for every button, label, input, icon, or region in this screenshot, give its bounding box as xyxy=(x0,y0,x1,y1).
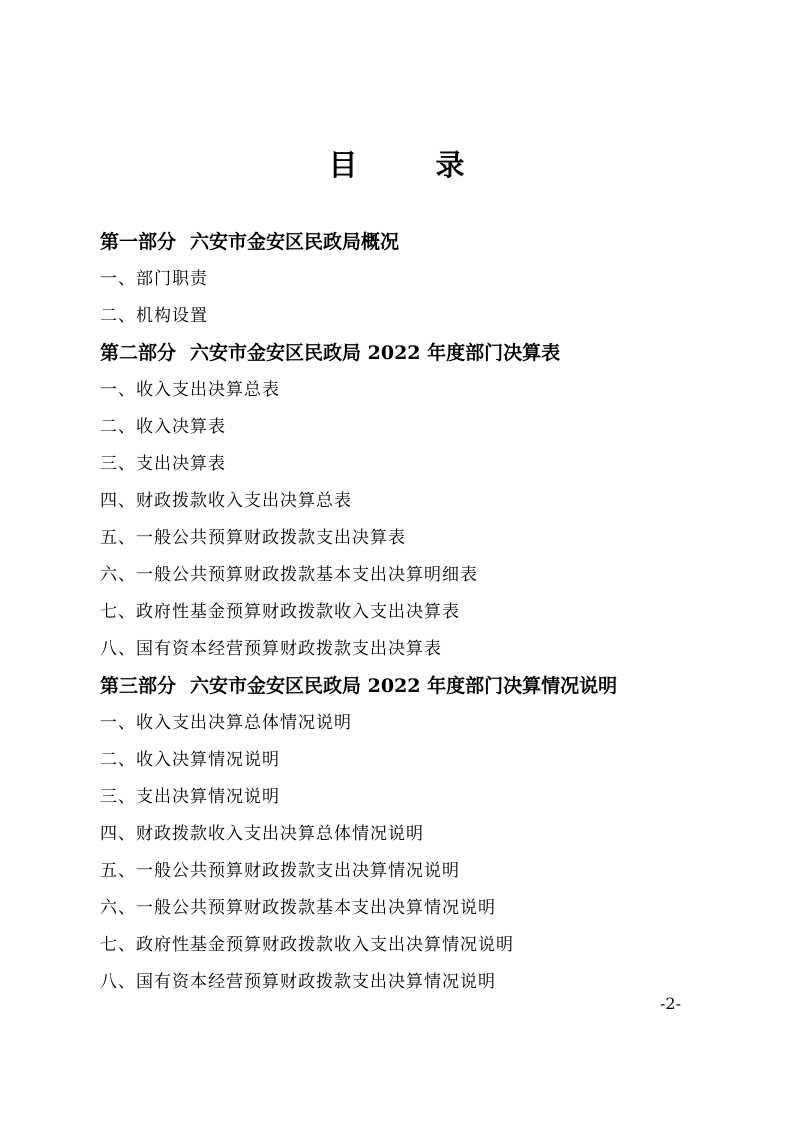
toc-item: 一、部门职责 xyxy=(100,269,208,289)
section-part-label: 第三部分 xyxy=(100,675,177,697)
toc-section-heading xyxy=(100,224,720,261)
section-part-label: 第二部分 xyxy=(100,342,177,364)
toc-item: 二、机构设置 xyxy=(100,306,208,326)
toc-item: 七、政府性基金预算财政拨款收入支出决算表 xyxy=(100,602,460,622)
toc-section-heading xyxy=(100,668,720,705)
toc-item: 二、收入决算表 xyxy=(100,417,226,437)
toc-item: 四、财政拨款收入支出决算总表 xyxy=(100,491,352,511)
section-title: 六安市金安区民政局 2022 年度部门决算情况说明 xyxy=(190,675,618,697)
toc-item: 一、收入支出决算总表 xyxy=(100,380,280,400)
toc-item: 六、一般公共预算财政拨款基本支出决算明细表 xyxy=(100,565,478,585)
toc-item: 五、一般公共预算财政拨款支出决算表 xyxy=(100,528,406,548)
toc-item: 二、收入决算情况说明 xyxy=(100,750,280,770)
page-title: 目 录 xyxy=(328,148,499,182)
toc-item: 三、支出决算表 xyxy=(100,454,226,474)
toc-item: 八、国有资本经营预算财政拨款支出决算表 xyxy=(100,639,442,659)
page-number: -2- xyxy=(660,994,681,1013)
toc-item: 七、政府性基金预算财政拨款收入支出决算情况说明 xyxy=(100,935,514,955)
toc-item: 一、收入支出决算总体情况说明 xyxy=(100,713,352,733)
toc-item: 三、支出决算情况说明 xyxy=(100,787,280,807)
toc-item: 六、一般公共预算财政拨款基本支出决算情况说明 xyxy=(100,898,496,918)
toc-section-heading xyxy=(100,335,720,372)
toc-item: 八、国有资本经营预算财政拨款支出决算情况说明 xyxy=(100,972,496,992)
section-title: 六安市金安区民政局 2022 年度部门决算表 xyxy=(190,342,561,364)
section-part-label: 第一部分 xyxy=(100,231,177,253)
toc-item: 四、财政拨款收入支出决算总体情况说明 xyxy=(100,824,424,844)
toc-item: 五、一般公共预算财政拨款支出决算情况说明 xyxy=(100,861,460,881)
table-of-contents xyxy=(100,224,720,1001)
section-title: 六安市金安区民政局概况 xyxy=(190,231,400,253)
